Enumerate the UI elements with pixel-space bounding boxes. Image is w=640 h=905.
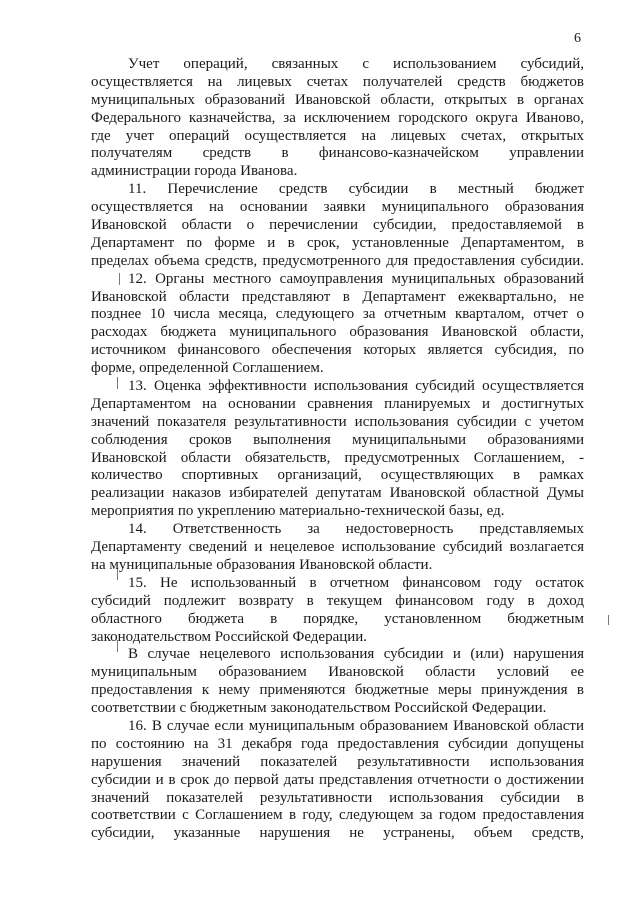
text-line: позднее 10 числа месяца, следующего за отчетным кварталом, отчет о [91,306,584,323]
text-line: Департаментом на основании сравнения планируемых и достигнутых [91,395,584,412]
text-line: субсидии и в срок до первой даты представления отчетности о достижении [91,771,584,788]
text-line: 16. В случае если муниципальным образованием Ивановской области [128,717,584,734]
paragraph-15 [91,575,584,647]
text-line: областного бюджета в порядке, установленном бюджетным [91,610,584,627]
text-line: 13. Оценка эффективности использования субсидий осуществляется [128,378,584,395]
text-line: где учет операций осуществляется на лицевых счетах, открытых [91,127,584,144]
text-line: получателям средств в финансово-казначейском управлении [91,145,584,162]
document-body [91,56,584,843]
text-line: Департаменту сведений и нецелевое использование субсидий возлагается [91,539,584,556]
text-line: Федерального казначейства, за исключением городского округа Иваново, [91,109,584,126]
text-line: Департамент по форме и в срок, установленные Департаментом, в [91,234,584,251]
paragraph-accounting [91,56,584,181]
text-line: по состоянию на 31 декабря года предоставления субсидии допущены [91,735,584,752]
text-line: осуществляется на основании заявки муниципального образования [91,199,584,216]
paragraph-13 [91,378,584,521]
text-line: законодательством Российской Федерации. [91,628,368,645]
text-line: количество спортивных организаций, осуществляющих в рамках [91,467,584,484]
text-line: Ивановской области обязательств, предусмотренных Соглашением, - [91,449,584,466]
text-line: В случае нецелевого использования субсидии и (или) нарушения [128,646,584,663]
paragraph-11 [91,181,584,270]
text-line: мероприятия по укреплению материально-технической базы, ед. [91,503,505,520]
text-line: на муниципальные образования Ивановской области. [91,556,433,573]
text-line: соответствии с бюджетным законодательством Российской Федерации. [91,700,547,717]
text-line: соблюдения сроков выполнения муниципальными образованиями [91,431,584,448]
text-line: субсидии, указанные нарушения не устранены, объем средств, [91,825,584,842]
text-line: муниципальным образованием Ивановской области условий ее [91,664,584,681]
paragraph-12 [91,271,584,378]
text-line: субсидий подлежит возврату в текущем финансовом году в доход [91,592,584,609]
text-line: 11. Перечисление средств субсидии в местный бюджет [128,181,584,198]
text-line: Ивановской области о перечислении субсидии, предоставляемой в [91,217,584,234]
text-line: форме, определенной Соглашением. [91,360,324,377]
text-line: нарушения значений показателей результативности использования [91,753,584,770]
page-number: 6 [574,31,581,46]
text-line: муниципальных образований Ивановской области, открытых в органах [91,91,584,108]
text-line: 15. Не использованный в отчетном финансовом году остаток [128,574,584,591]
text-line: пределах объема средств, предусмотренного для предоставления субсидии. [91,252,584,269]
text-line: расходах бюджета муниципального образования Ивановской области, [91,324,584,341]
paragraph-16 [91,718,584,843]
paragraph-misuse [91,646,584,718]
margin-mark [608,615,609,625]
text-line: предоставления к нему применяются бюджетные меры принуждения в [91,682,584,699]
text-line: Ивановской области представляют в Департамент ежеквартально, не [91,288,584,305]
paragraph-14 [91,521,584,575]
text-line: администрации города Иванова. [91,163,298,180]
text-line: источником финансового обеспечения которых является субсидия, по [91,342,584,359]
text-line: осуществляется на лицевых счетах получателей средств бюджетов [91,73,584,90]
text-line: значений показателей результативности использования субсидии в [91,789,584,806]
text-line: значений показателя результативности использования субсидии с учетом [91,413,584,430]
text-line: 12. Органы местного самоуправления муниципальных образований [128,270,584,287]
text-line: Учет операций, связанных с использованием субсидий, [128,56,584,72]
text-line: 14. Ответственность за недостоверность представляемых [128,521,584,538]
text-line: соответствии с Соглашением в году, следующем за годом предоставления [91,807,584,824]
text-line: реализации наказов избирателей депутатам Ивановской областной Думы [91,485,584,502]
